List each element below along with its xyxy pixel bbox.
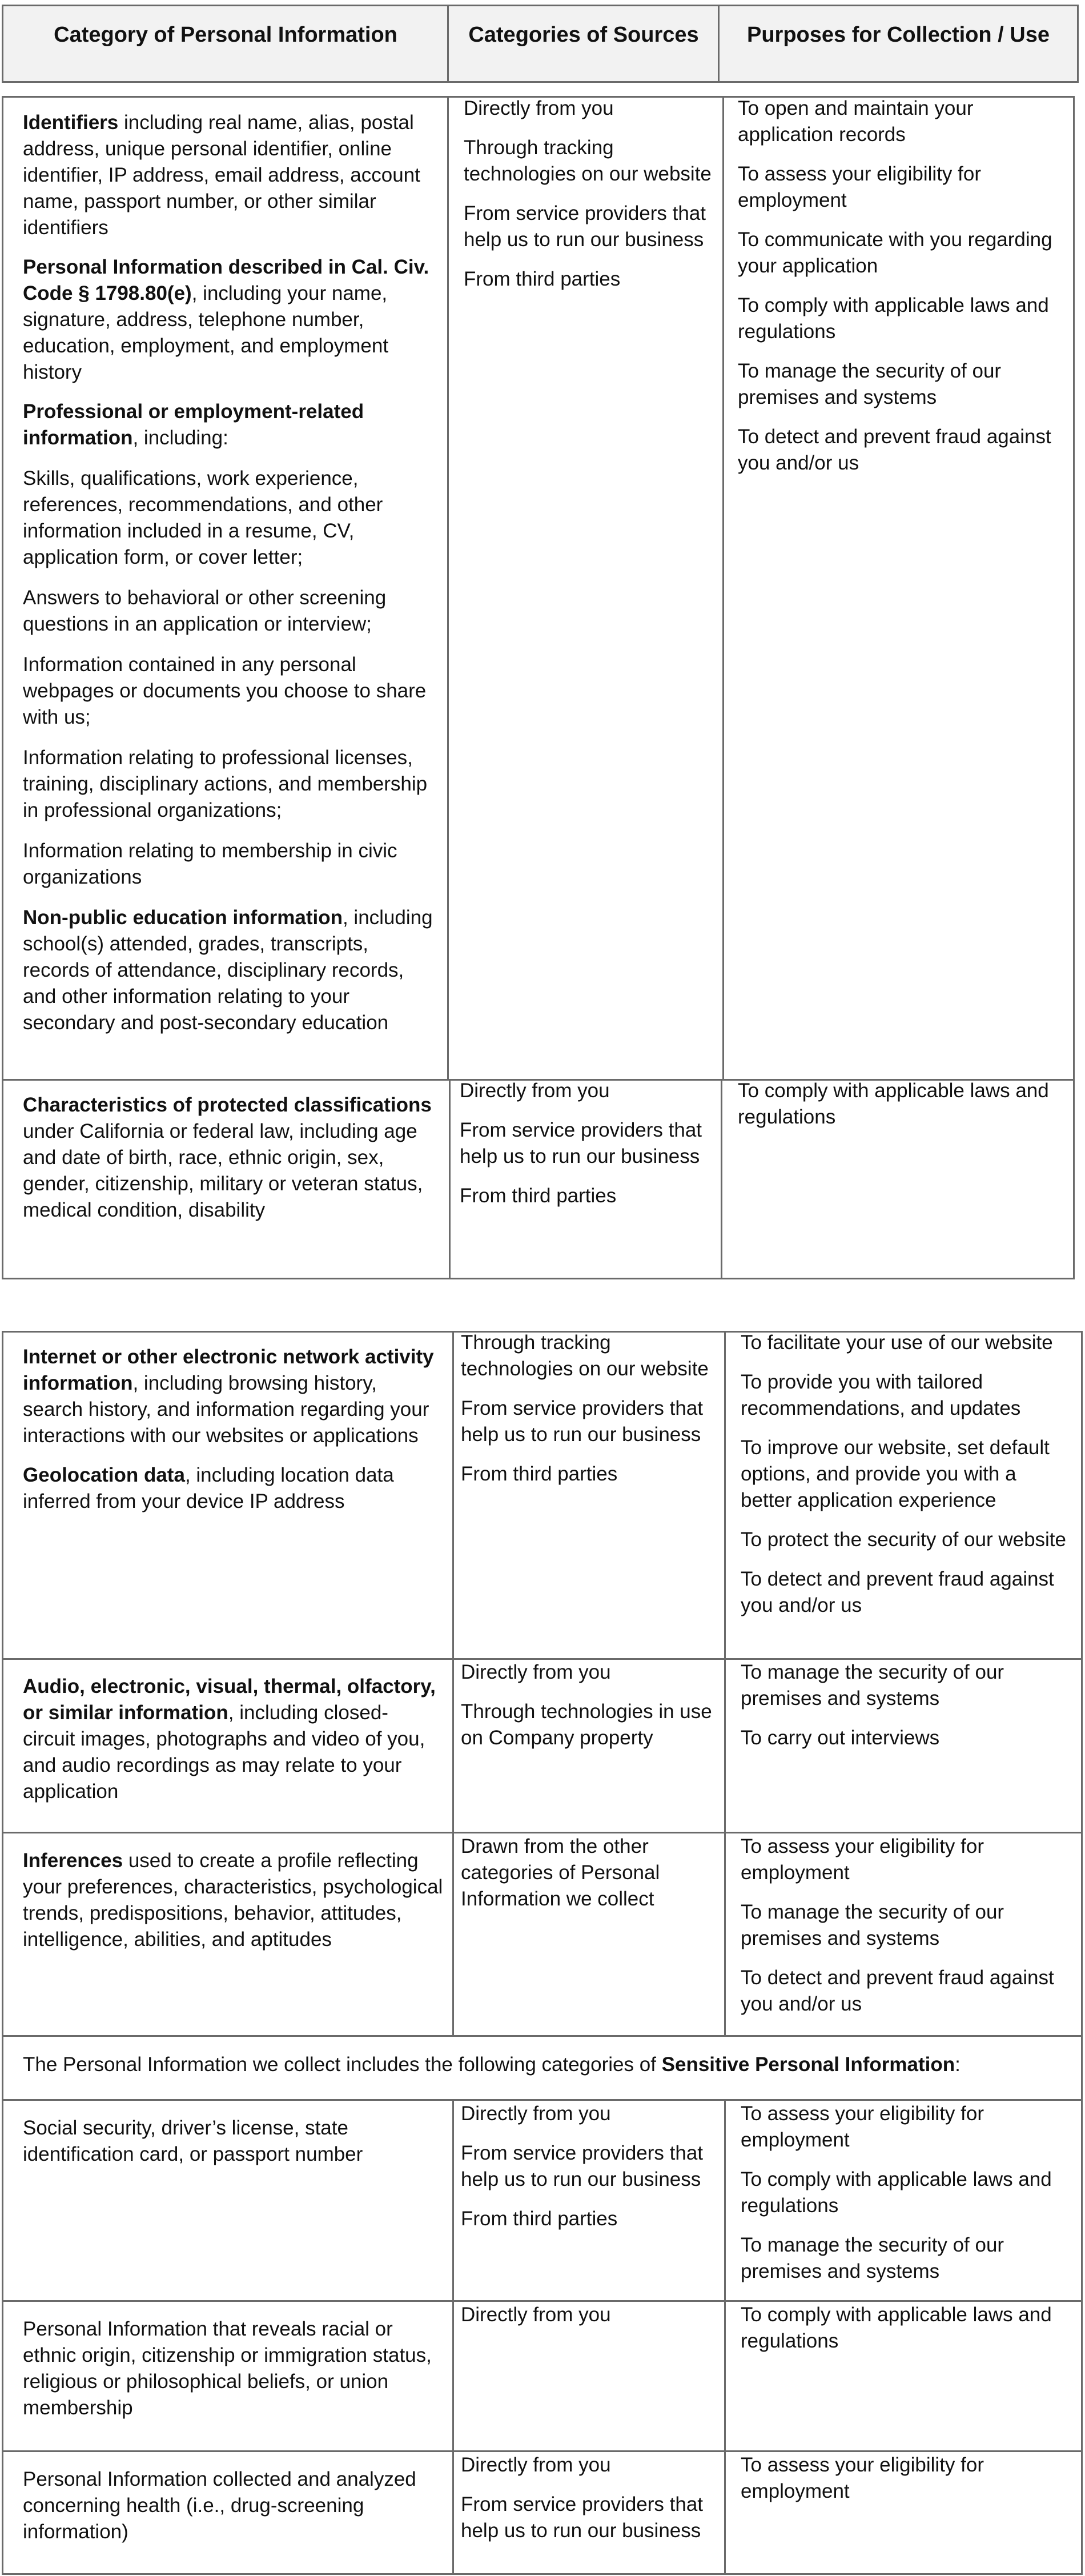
source-item: From third parties bbox=[464, 268, 621, 290]
category-internet: Internet or other electronic network activity information, including browsing history, search history, and information regarding your interactions with our websites or applications bbox=[23, 1346, 434, 1447]
category-health: Personal Information collected and analyzed concerning health (i.e., drug-screening information) bbox=[23, 2468, 416, 2543]
source-item: From service providers that help us to run our business bbox=[464, 202, 706, 251]
sensitive-note: The Personal Information we collect includes the following categories of Sensitive Personal Information: bbox=[23, 2053, 961, 2076]
purpose-item: To improve our website, set default options, and provide you with a better application experience bbox=[741, 1437, 1050, 1511]
purpose-item: To manage the security of our premises and systems bbox=[741, 1901, 1004, 1949]
source-item: From third parties bbox=[460, 1185, 617, 1207]
purpose-item: To assess your eligibility for employment bbox=[738, 163, 981, 211]
purposes-cell bbox=[741, 2452, 1069, 2518]
sources-cell bbox=[461, 1833, 718, 1925]
sources-cell bbox=[461, 1659, 724, 1764]
purpose-item: To comply with applicable laws and regulations bbox=[738, 1080, 1049, 1128]
source-item: Directly from you bbox=[461, 2102, 611, 2125]
category-geolocation: Geolocation data, including location data inferred from your device IP address bbox=[23, 1464, 394, 1512]
purposes-cell bbox=[738, 95, 1063, 489]
category-audio-visual: Audio, electronic, visual, thermal, olfactory, or similar information, including closed-circuit images, photographs and video of you, and audio recordings as may relate to your application bbox=[23, 1675, 436, 1803]
header-purposes: Purposes for Collection / Use bbox=[747, 23, 1050, 47]
purpose-item: To manage the security of our premises and systems bbox=[741, 1661, 1004, 1710]
category-skills: Skills, qualifications, work experience, references, recommendations, and other information included in a resume, CV, application form, or cover letter; bbox=[23, 467, 383, 568]
purpose-item: To comply with applicable laws and regulations bbox=[741, 2168, 1052, 2217]
source-item: Drawn from the other categories of Personal Information we collect bbox=[461, 1835, 660, 1910]
purposes-cell bbox=[741, 2101, 1069, 2298]
purpose-item: To assess your eligibility for employment bbox=[741, 2102, 984, 2151]
sources-cell bbox=[461, 1330, 721, 1500]
table-row bbox=[23, 2316, 437, 2434]
header-sources: Categories of Sources bbox=[468, 23, 699, 47]
source-item: Through tracking technologies on our website bbox=[461, 1331, 709, 1380]
category-civic: Information relating to membership in civic organizations bbox=[23, 840, 397, 888]
sources-cell bbox=[464, 95, 715, 306]
table-row bbox=[23, 1344, 440, 1528]
purpose-item: To carry out interviews bbox=[741, 1727, 940, 1749]
purpose-item: To detect and prevent fraud against you and/or us bbox=[738, 426, 1051, 474]
purposes-cell bbox=[741, 1659, 1069, 1764]
purposes-cell bbox=[741, 2302, 1069, 2368]
sources-cell bbox=[461, 2302, 721, 2341]
purposes-cell bbox=[738, 1078, 1063, 1143]
table-row bbox=[23, 1674, 440, 1818]
sources-cell bbox=[460, 1078, 714, 1222]
source-item: From service providers that help us to run our business bbox=[461, 2142, 704, 2190]
source-item: From third parties bbox=[461, 2208, 618, 2230]
table-row bbox=[23, 2115, 437, 2181]
purposes-cell bbox=[741, 1833, 1069, 2031]
sources-cell bbox=[461, 2101, 721, 2245]
category-cal-civ-code: Personal Information described in Cal. Civ. Code § 1798.80(e), including your name, signature, address, telephone number, education, employment, and employment history bbox=[23, 256, 429, 383]
category-screening: Answers to behavioral or other screening questions in an application or interview; bbox=[23, 587, 387, 635]
category-webpages: Information contained in any personal webpages or documents you choose to share with us; bbox=[23, 653, 427, 728]
source-item: Directly from you bbox=[464, 97, 614, 119]
purpose-item: To protect the security of our website bbox=[741, 1528, 1066, 1551]
source-item: Directly from you bbox=[461, 1661, 611, 1683]
category-ssn: Social security, driver’s license, state identification card, or passport number bbox=[23, 2117, 363, 2165]
purpose-item: To manage the security of our premises and systems bbox=[741, 2234, 1004, 2282]
source-item: Directly from you bbox=[461, 2454, 611, 2476]
category-education: Non-public education information, including school(s) attended, grades, transcripts, records of attendance, disciplinary records, and other information relating to your secondary and post-secondary education bbox=[23, 906, 433, 1034]
category-inferences: Inferences used to create a profile reflecting your preferences, characteristics, psychological trends, predispositions, behavior, attitudes, intelligence, abilities, and aptitudes bbox=[23, 1849, 443, 1951]
purpose-item: To facilitate your use of our website bbox=[741, 1331, 1053, 1354]
category-protected: Characteristics of protected classifications under California or federal law, including age and date of birth, race, ethnic origin, sex, gender, citizenship, military or veteran status, medical condition, disability bbox=[23, 1094, 432, 1221]
source-item: From service providers that help us to run our business bbox=[461, 2493, 704, 2542]
table-row bbox=[23, 110, 434, 1049]
table-row bbox=[23, 1092, 437, 1237]
purpose-item: To manage the security of our premises and systems bbox=[738, 360, 1002, 408]
purpose-item: To provide you with tailored recommendations, and updates bbox=[741, 1371, 1021, 1419]
source-item: From service providers that help us to run our business bbox=[461, 1397, 704, 1446]
source-item: From third parties bbox=[461, 1463, 618, 1485]
table-row bbox=[23, 1848, 445, 1966]
source-item: From service providers that help us to run our business bbox=[460, 1119, 702, 1167]
category-racial-origin: Personal Information that reveals racial or ethnic origin, citizenship or immigration status, religious or philosophical beliefs, or union membership bbox=[23, 2318, 432, 2419]
purposes-cell bbox=[741, 1330, 1069, 1632]
purpose-item: To open and maintain your application records bbox=[738, 97, 974, 146]
source-item: Through tracking technologies on our website bbox=[464, 137, 712, 185]
source-item: Through technologies in use on Company property bbox=[461, 1700, 712, 1749]
sources-cell bbox=[461, 2452, 721, 2557]
purpose-item: To communicate with you regarding your application bbox=[738, 228, 1052, 277]
purpose-item: To assess your eligibility for employment bbox=[741, 1835, 984, 1884]
purpose-item: To comply with applicable laws and regulations bbox=[738, 294, 1049, 343]
purpose-item: To assess your eligibility for employment bbox=[741, 2454, 984, 2502]
purpose-item: To detect and prevent fraud against you and/or us bbox=[741, 1568, 1054, 1616]
purpose-item: To comply with applicable laws and regulations bbox=[741, 2304, 1052, 2352]
header-category: Category of Personal Information bbox=[54, 23, 397, 47]
category-licenses: Information relating to professional licenses, training, disciplinary actions, and membership in professional organizations; bbox=[23, 747, 428, 821]
category-professional: Professional or employment-related information, including: bbox=[23, 400, 364, 449]
purpose-item: To detect and prevent fraud against you and/or us bbox=[741, 1967, 1054, 2015]
category-identifiers: Identifiers including real name, alias, postal address, unique personal identifier, online identifier, IP address, email address, account name, passport number, or other similar identifiers bbox=[23, 111, 420, 239]
table-row bbox=[23, 2466, 445, 2558]
source-item: Directly from you bbox=[460, 1080, 610, 1102]
source-item: Directly from you bbox=[461, 2304, 611, 2326]
